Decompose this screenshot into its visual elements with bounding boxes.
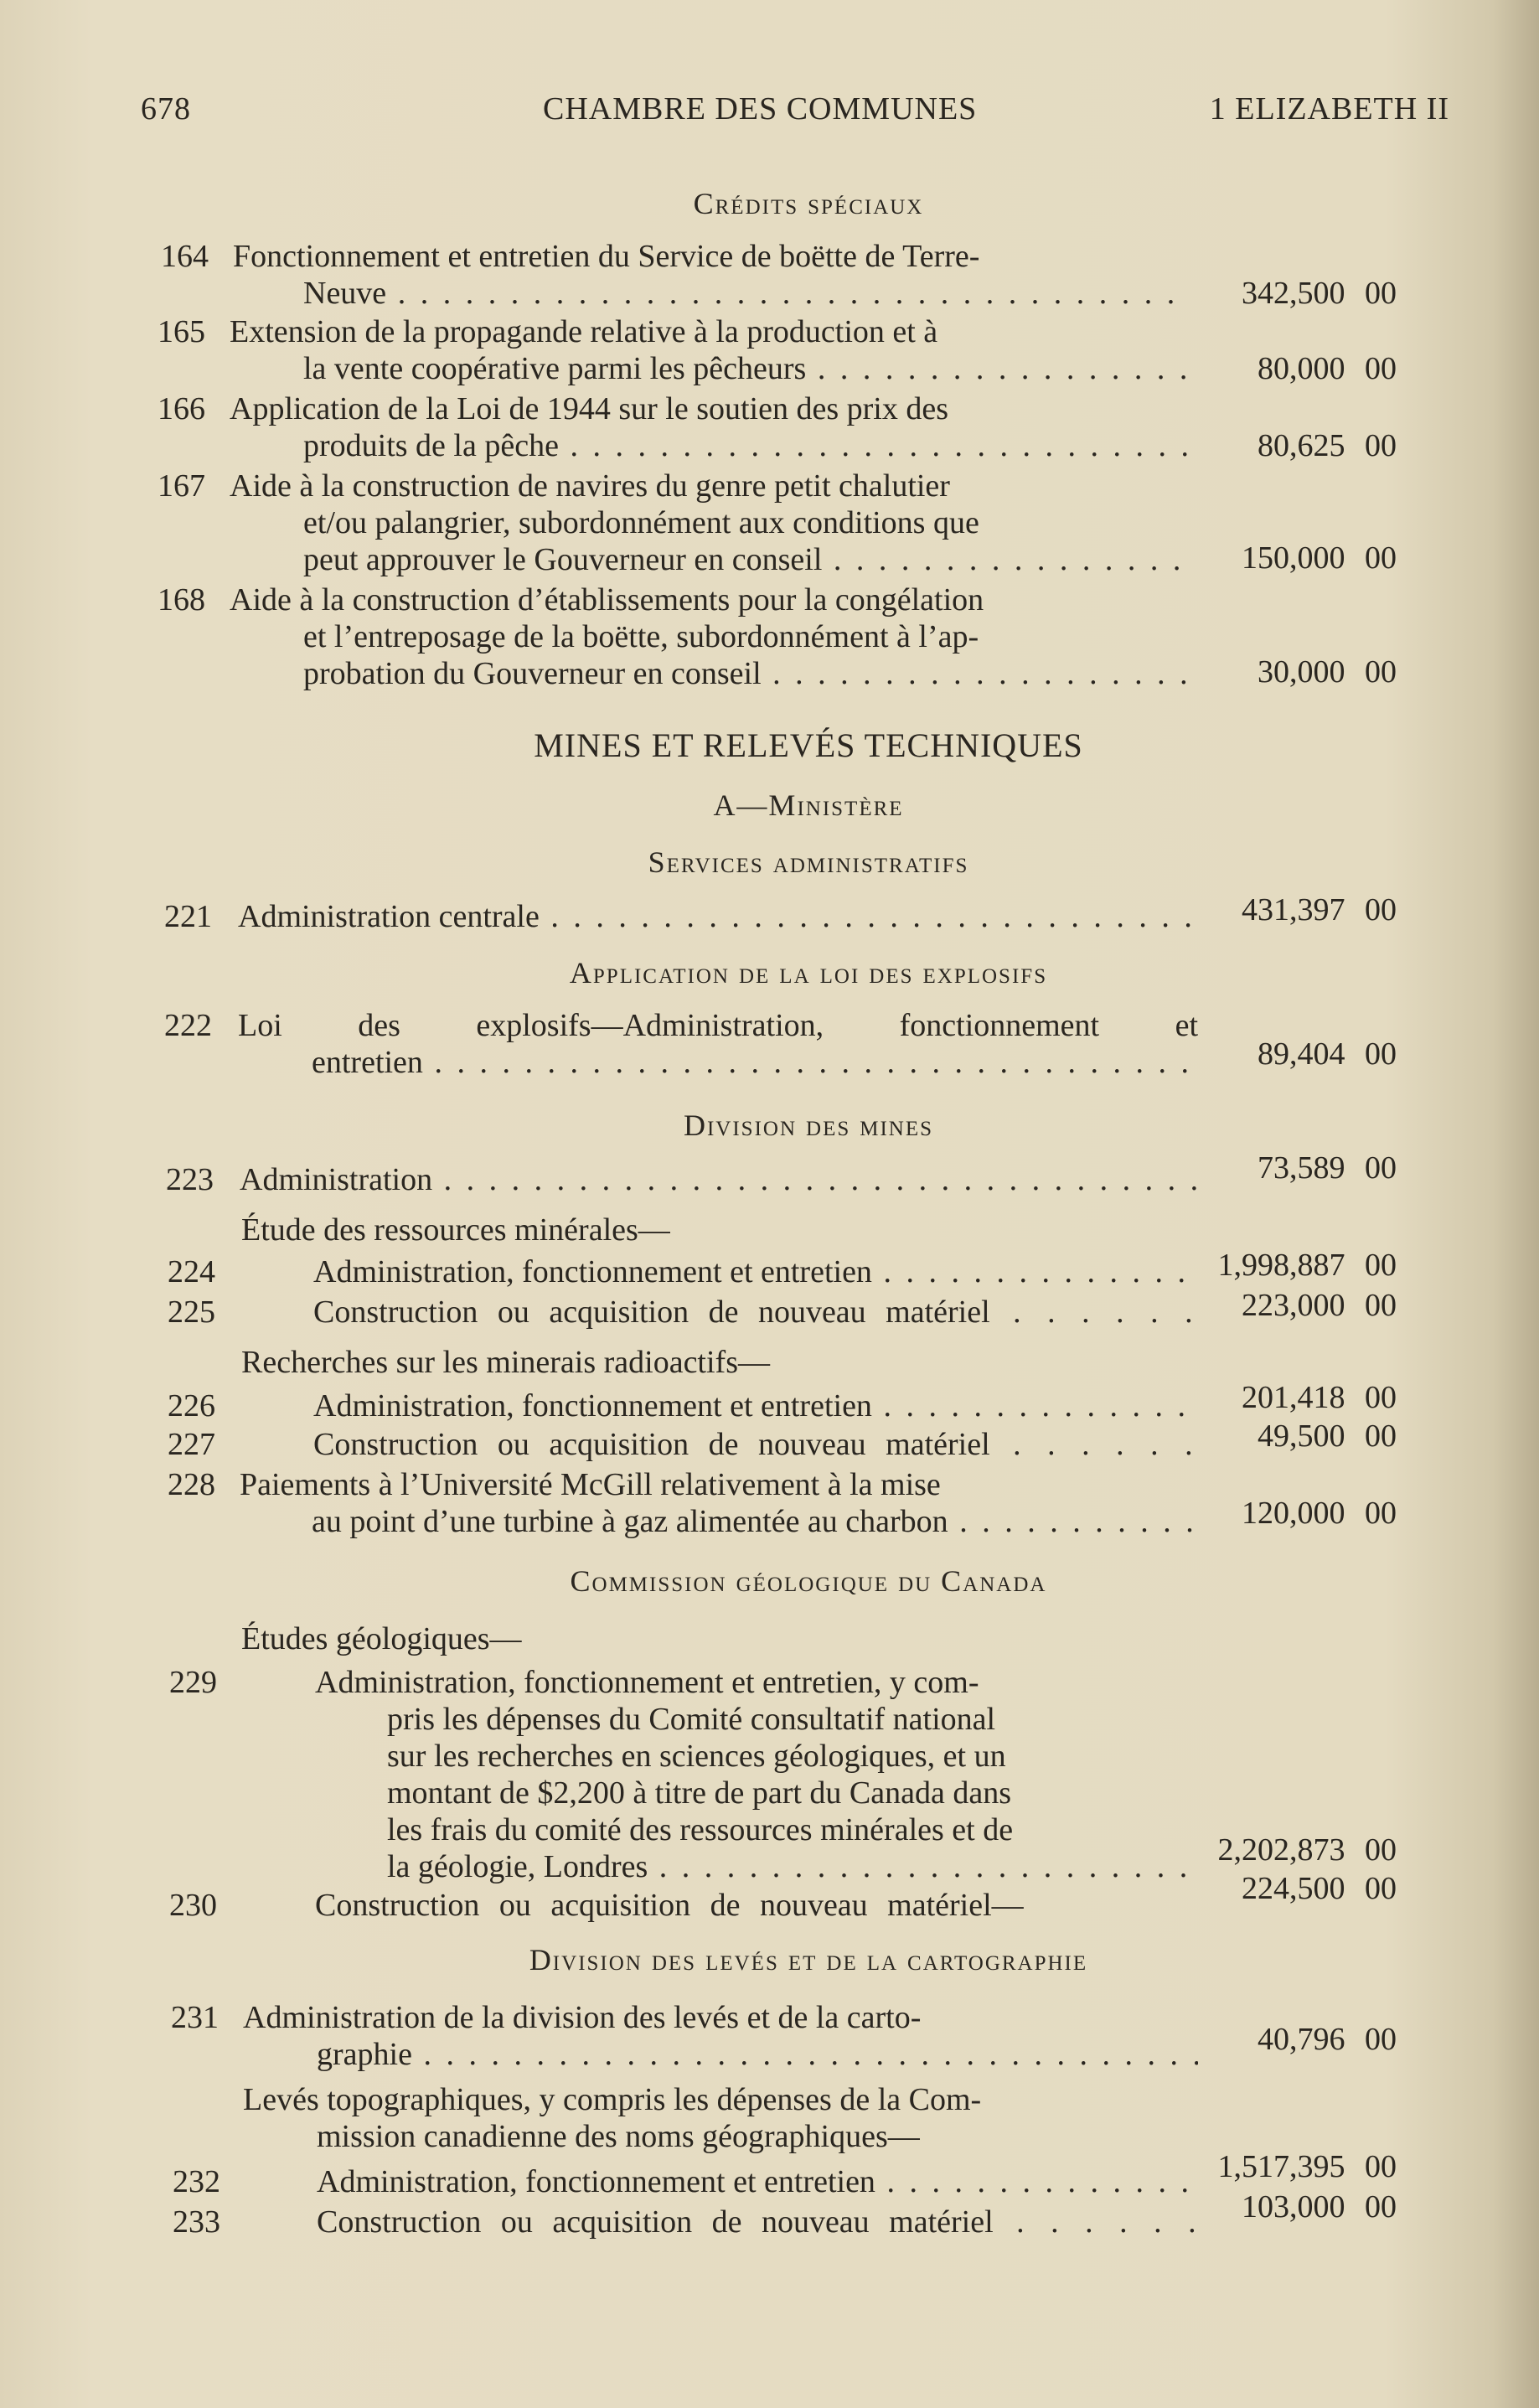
vote-amount: 1,517,395 00 (1217, 2149, 1397, 2184)
vote-amount: 80,625 00 (1258, 428, 1397, 463)
vote-text: Aide à la construction de navires du genre petit chalutier (230, 468, 950, 504)
subheading: Études géologiques— (241, 1621, 522, 1656)
vote-text: Loi des explosifs—Administration, fonctionnement et (238, 1008, 1198, 1043)
vote-amount: 431,397 00 (1242, 892, 1397, 928)
vote-number: 166 (158, 391, 205, 426)
vote-number: 167 (158, 468, 205, 504)
vote-text: Administration centrale . . . (238, 898, 1195, 935)
subheading: Étude des ressources minérales— (241, 1212, 670, 1248)
page-header (141, 90, 1449, 132)
section-heading-services-administratifs: Services administratifs (648, 845, 969, 879)
vote-text: Neuve . . . (303, 275, 1191, 312)
vote-text: Paiements à l’Université McGill relativement à la mise (240, 1467, 941, 1502)
vote-text: pris les dépenses du Comité consultatif national (387, 1702, 996, 1737)
vote-text: Extension de la propagande relative à la production et à (230, 314, 938, 349)
vote-amount: 342,500 00 (1242, 276, 1397, 311)
subheading: Recherches sur les minerais radioactifs— (241, 1345, 770, 1380)
vote-text: Construction ou acquisition de nouveau matériel . . . (313, 1426, 1198, 1463)
vote-amount: 30,000 00 (1258, 654, 1397, 690)
vote-text: Construction ou acquisition de nouveau matériel . . . (313, 1294, 1198, 1331)
vote-text: sur les recherches en sciences géologiques, et un (387, 1739, 1006, 1774)
vote-text: produits de la pêche . . . (303, 427, 1191, 464)
vote-text: graphie . . . (317, 2036, 1198, 2073)
vote-text: Fonctionnement et entretien du Service de boëtte de Terre- (233, 239, 980, 274)
vote-number: 223 (166, 1162, 214, 1197)
page-number: 678 (141, 91, 191, 127)
vote-number: 221 (164, 899, 212, 934)
vote-text: entretien . . . (312, 1044, 1198, 1081)
vote-number: 164 (161, 239, 209, 274)
vote-amount: 224,500 00 (1242, 1871, 1397, 1906)
vote-amount: 1,998,887 00 (1217, 1248, 1397, 1283)
vote-number: 232 (173, 2164, 220, 2199)
vote-number: 225 (168, 1294, 215, 1330)
vote-amount: 201,418 00 (1242, 1380, 1397, 1415)
vote-text: la géologie, Londres . . . (387, 1848, 1198, 1885)
reign-label: 1 ELIZABETH II (1209, 91, 1449, 127)
running-title: CHAMBRE DES COMMUNES (543, 91, 978, 127)
vote-text: et l’entreposage de la boëtte, subordonnément à l’ap- (303, 619, 979, 654)
vote-number: 168 (158, 582, 205, 618)
vote-text: Administration, fonctionnement et entretien, y com- (315, 1665, 979, 1700)
section-heading-division-mines: Division des mines (683, 1108, 934, 1142)
vote-text: Administration, fonctionnement et entretien . . . (313, 1387, 1198, 1424)
vote-text: Aide à la construction d’établissements pour la congélation (230, 582, 984, 618)
vote-number: 229 (169, 1665, 217, 1700)
vote-text: et/ou palangrier, subordonnément aux conditions que (303, 505, 979, 540)
vote-text: au point d’une turbine à gaz alimentée au charbon . . . (312, 1503, 1198, 1540)
chapter-heading: MINES ET RELEVÉS TECHNIQUES (534, 726, 1083, 764)
vote-text: Construction ou acquisition de nouveau matériel . . . (317, 2204, 1198, 2240)
vote-number: 230 (169, 1888, 217, 1923)
vote-number: 165 (158, 314, 205, 349)
vote-text: Construction ou acquisition de nouveau matériel— (315, 1888, 1024, 1923)
vote-amount: 80,000 00 (1258, 351, 1397, 386)
vote-text: montant de $2,200 à titre de part du Canada dans (387, 1775, 1012, 1811)
subheading: Levés topographiques, y compris les dépenses de la Com- (243, 2082, 982, 2117)
vote-text: Administration . . . (240, 1161, 1196, 1198)
section-heading-commission-geologique: Commission géologique du Canada (570, 1564, 1047, 1598)
vote-amount: 49,500 00 (1258, 1418, 1397, 1454)
vote-text: probation du Gouverneur en conseil . . . (303, 655, 1191, 692)
vote-text: Administration, fonctionnement et entretien . . . (317, 2163, 1198, 2200)
vote-amount: 40,796 00 (1258, 2022, 1397, 2057)
vote-text: Application de la Loi de 1944 sur le soutien des prix des (230, 391, 948, 426)
vote-amount: 103,000 00 (1242, 2189, 1397, 2225)
vote-text: les frais du comité des ressources minérales et de (387, 1812, 1014, 1847)
vote-amount: 120,000 00 (1242, 1496, 1397, 1531)
vote-text: la vente coopérative parmi les pêcheurs . . . (303, 350, 1191, 387)
vote-amount: 223,000 00 (1242, 1288, 1397, 1323)
vote-number: 222 (164, 1008, 212, 1043)
vote-text: Administration, fonctionnement et entretien . . . (313, 1253, 1198, 1290)
vote-amount: 89,404 00 (1258, 1036, 1397, 1072)
section-heading-ministere: A—Ministère (713, 788, 904, 822)
vote-amount: 2,202,873 00 (1217, 1832, 1397, 1868)
section-heading-division-leves: Division des levés et de la cartographie (529, 1943, 1088, 1977)
vote-number: 228 (168, 1467, 215, 1502)
section-heading-explosifs: Application de la loi des explosifs (569, 956, 1048, 990)
vote-number: 233 (173, 2204, 220, 2240)
vote-number: 231 (171, 2000, 219, 2035)
vote-amount: 150,000 00 (1242, 540, 1397, 576)
vote-text: peut approuver le Gouverneur en conseil . . . (303, 541, 1191, 578)
vote-number: 224 (168, 1254, 215, 1289)
vote-number: 227 (168, 1427, 215, 1462)
vote-text: Administration de la division des levés et de la carto- (243, 2000, 922, 2035)
vote-number: 226 (168, 1388, 215, 1424)
vote-amount: 73,589 00 (1258, 1150, 1397, 1186)
subheading: mission canadienne des noms géographiques— (317, 2119, 920, 2154)
section-heading-credits-speciaux: Crédits spéciaux (693, 187, 924, 220)
